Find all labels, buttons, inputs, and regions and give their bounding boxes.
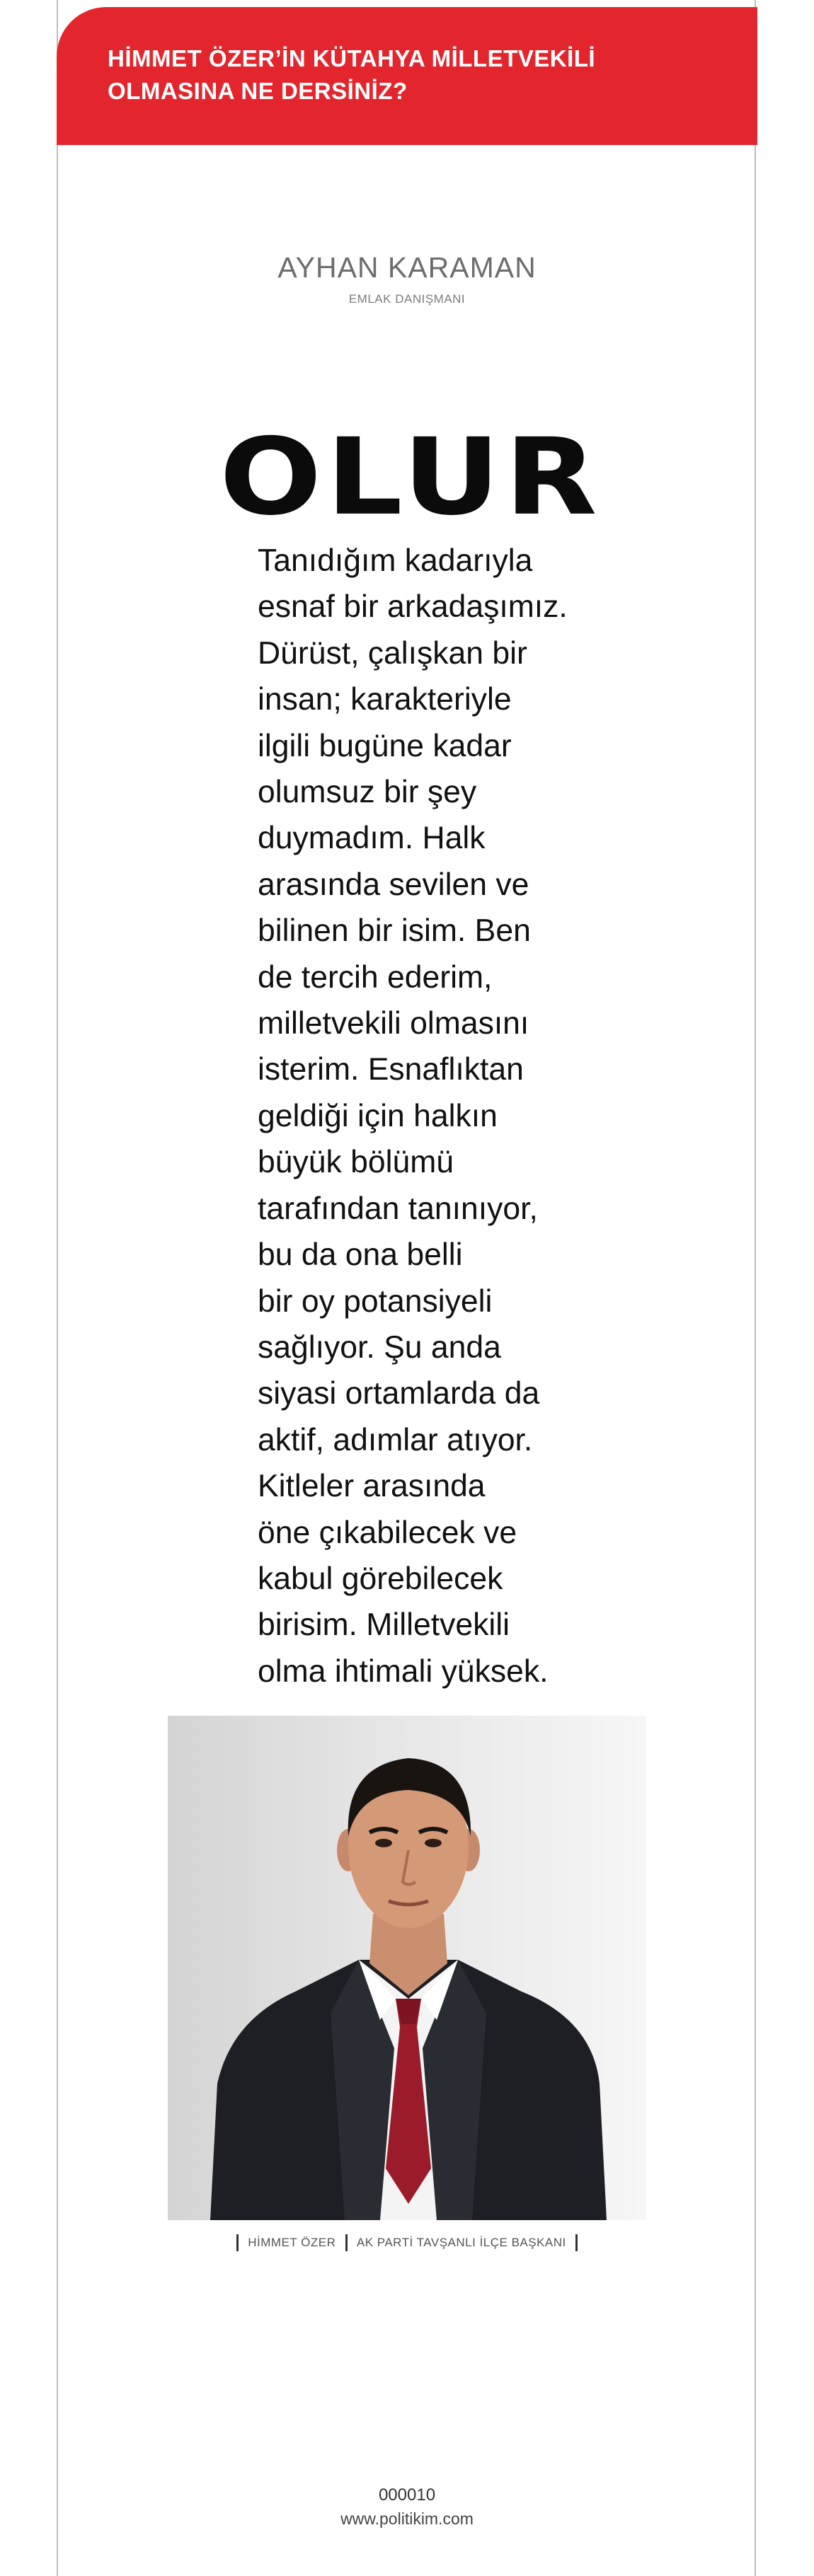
body-line: öne çıkabilecek ve [258,1515,517,1550]
body-line: büyük bölümü [258,1145,454,1180]
body-line: esnaf bir arkadaşımız. [258,589,568,625]
author-block [57,253,757,306]
question-title-line-2: OLMASINA NE DERSİNİZ? [108,78,408,104]
caption-name: HİMMET ÖZER [248,2236,336,2249]
body-line: ilgili bugüne kadar [258,728,512,763]
caption-title: AK PARTİ TAVŞANLI İLÇE BAŞKANI [356,2236,566,2249]
body-line: arasında sevilen ve [258,867,529,902]
answer-word: OLUR [219,415,602,539]
body-line: isterim. Esnaflıktan [258,1052,524,1087]
caption-separator [575,2234,578,2251]
body-line: milletvekili olmasını [258,1006,529,1041]
page-number: 000010 [378,2485,436,2505]
portrait-photo [168,1716,646,2220]
author-role: EMLAK DANIŞMANI [348,292,466,306]
body-line: olma ihtimali yüksek. [258,1653,549,1689]
body-line: aktif, adımlar atıyor. [258,1422,533,1457]
website-link[interactable]: www.politikim.com [340,2509,474,2528]
caption-separator [345,2234,348,2251]
caption-separator [236,2234,239,2251]
body-line: bir oy potansiyeli [258,1283,493,1319]
body-line: Dürüst, çalışkan bir [258,635,527,671]
body-line: kabul görebilecek [258,1561,503,1596]
body-line: geldiği için halkın [258,1098,498,1133]
body-line: tarafından tanınıyor, [258,1191,538,1226]
body-line: insan; karakteriyle [258,682,512,717]
body-line: siyasi ortamlarda da [258,1376,540,1411]
body-line: bilinen bir isim. Ben [258,913,531,949]
body-line: birisim. Milletvekili [258,1607,510,1643]
answer-body-text [258,538,568,1694]
body-line: sağlıyor. Şu anda [258,1329,501,1365]
body-line: Tanıdığım kadarıyla [258,543,533,578]
page-footer [57,2483,757,2530]
body-line: bu da ona belli [258,1237,463,1273]
question-title-line-1: HİMMET ÖZER’İN KÜTAHYA MİLLETVEKİLİ [108,45,596,71]
body-line: de tercih ederim, [258,959,493,995]
body-line: duymadım. Halk [258,821,486,856]
body-line: Kitleler arasında [258,1469,486,1504]
question-header [57,7,757,145]
question-title [108,42,757,108]
author-name: AYHAN KARAMAN [277,251,537,284]
photo-caption [57,2234,757,2251]
body-line: olumsuz bir şey [258,775,477,810]
